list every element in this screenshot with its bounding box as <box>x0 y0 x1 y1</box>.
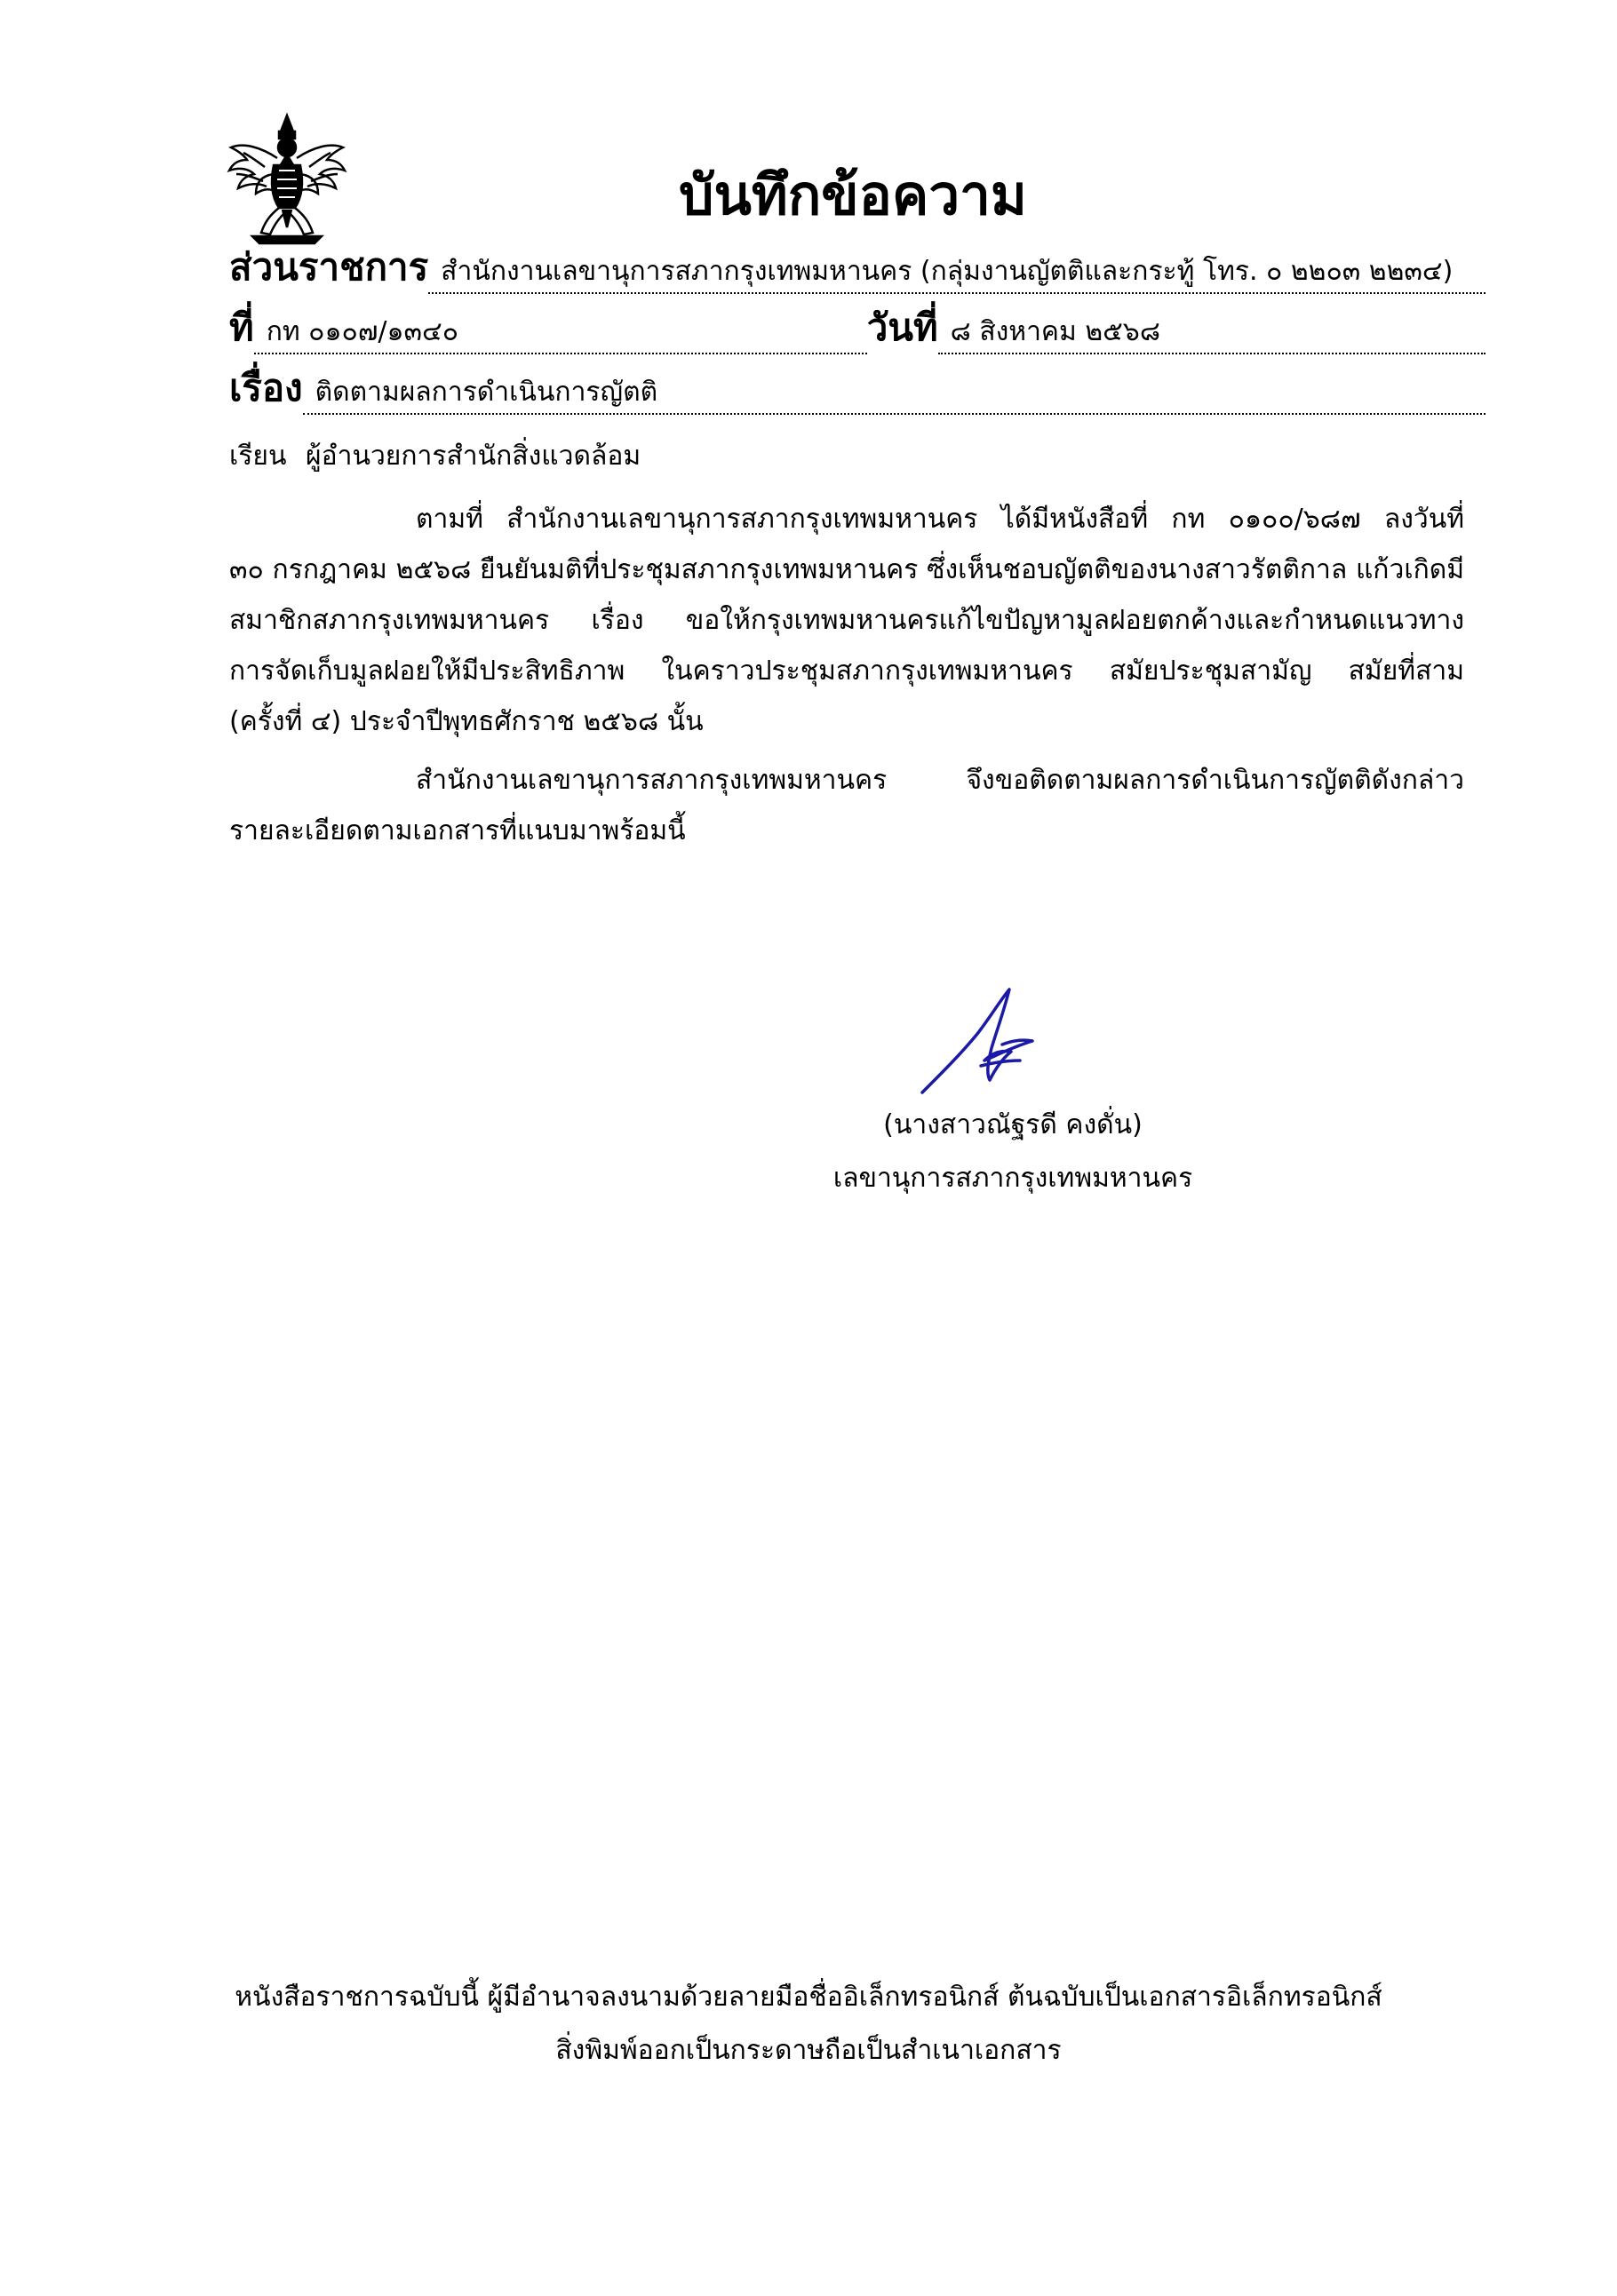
document-title: บันทึกข้อความ <box>679 163 1027 227</box>
reference-date-row <box>229 298 1486 357</box>
signer-name: (นางสาวณัฐรดี คงดั่น) <box>883 1109 1143 1140</box>
paragraph-line: สมาชิกสภากรุงเทพมหานคร เรื่อง ขอให้กรุงเทพมหานครแก้ไขปัญหามูลฝอยตกค้างและกำหนดแนวทาง <box>229 605 1464 636</box>
date-label: วันที่ <box>866 306 938 349</box>
salutation-label: เรียน <box>229 441 287 472</box>
paragraph-line: รายละเอียดตามเอกสารที่แนบมาพร้อมนี้ <box>229 815 686 846</box>
paragraph-line: ตามที่ สำนักงานเลขานุการสภากรุงเทพมหานคร ได้มีหนังสือที่ กท ๐๑๐๐/๖๘๗ ลงวันที่ <box>416 504 1464 535</box>
paragraph-line: สำนักงานเลขานุการสภากรุงเทพมหานคร จึงขอติดตามผลการดำเนินการญัตติดังกล่าว <box>416 765 1464 796</box>
garuda-emblem-icon <box>226 112 348 245</box>
footer-note-line-1: หนังสือราชการฉบับนี้ ผู้มีอำนาจลงนามด้วยลายมือชื่ออิเล็กทรอนิกส์ ต้นฉบับเป็นเอกสารอิเล็กทรอนิกส์ <box>235 1982 1382 2013</box>
signer-position: เลขานุการสภากรุงเทพมหานคร <box>832 1163 1193 1194</box>
paragraph-line: ๓๐ กรกฎาคม ๒๕๖๘ ยืนยันมติที่ประชุมสภากรุงเทพมหานคร ซึ่งเห็นชอบญัตติของนางสาวรัตติกาล แก้วเกิดมี <box>229 554 1464 585</box>
paragraph-line: การจัดเก็บมูลฝอยให้มีประสิทธิภาพ ในคราวประชุมสภากรุงเทพมหานคร สมัยประชุมสามัญ สมัยที่สาม <box>229 655 1464 687</box>
body-paragraph-1 <box>229 494 1464 747</box>
salutation <box>229 435 641 477</box>
department-label: ส่วนราชการ <box>229 245 429 289</box>
handwritten-signature-icon <box>915 984 1066 1100</box>
department-value: สำนักงานเลขานุการสภากรุงเทพมหานคร (กลุ่มงานญัตติและกระทู้ โทร. ๐ ๒๒๐๓ ๒๒๓๔) <box>428 250 1486 294</box>
salutation-recipient: ผู้อำนวยการสำนักสิ่งแวดล้อม <box>306 441 641 472</box>
department-row <box>229 238 1486 297</box>
subject-value: ติดตามผลการดำเนินการญัตติ <box>303 371 1486 415</box>
reference-value: กท ๐๑๐๗/๑๓๔๐ <box>254 311 867 354</box>
subject-row <box>229 359 1486 417</box>
footer-note-line-2: สิ่งพิมพ์ออกเป็นกระดาษถือเป็นสำเนาเอกสาร <box>555 2035 1062 2066</box>
body-paragraph-2 <box>229 755 1464 856</box>
date-value: ๘ สิงหาคม ๒๕๖๘ <box>938 311 1486 354</box>
reference-label: ที่ <box>229 306 254 349</box>
paragraph-line: (ครั้งที่ ๔) ประจำปีพุทธศักราช ๒๕๖๘ นั้น <box>229 706 704 737</box>
subject-label: เรื่อง <box>229 366 303 409</box>
